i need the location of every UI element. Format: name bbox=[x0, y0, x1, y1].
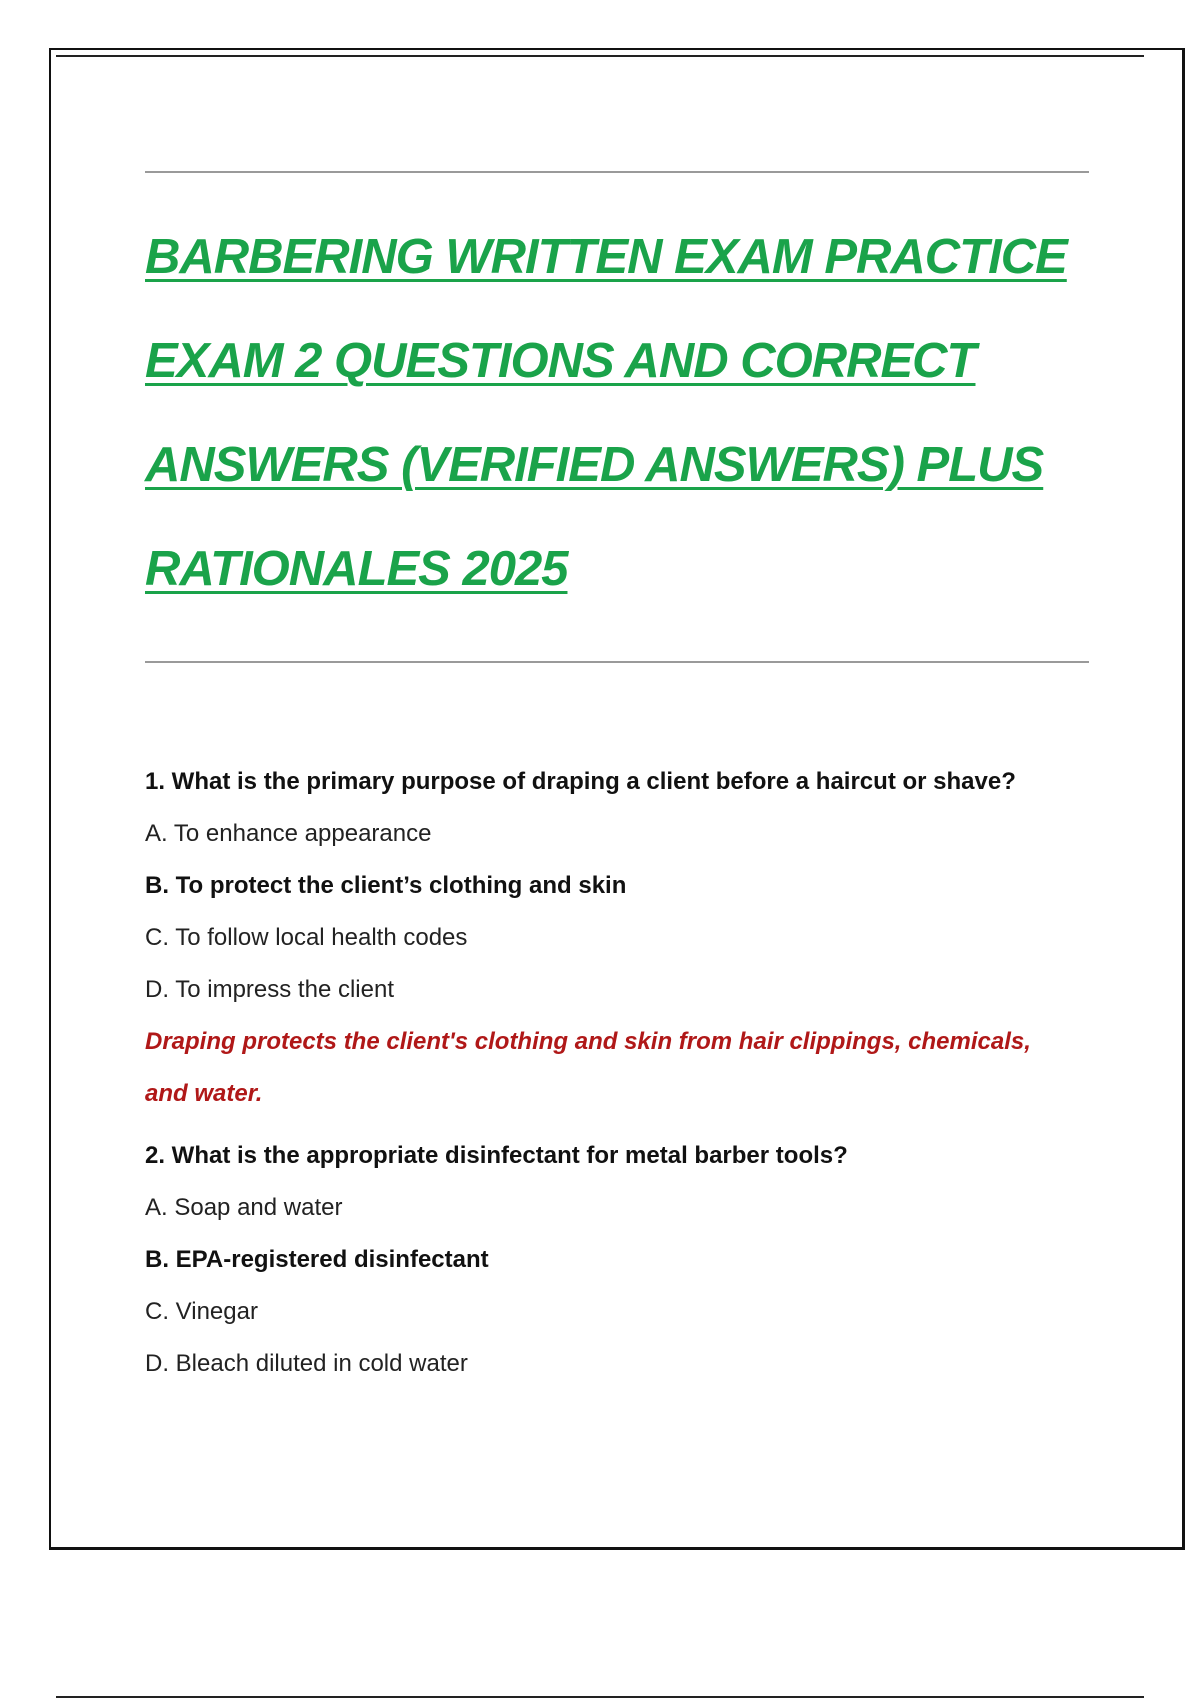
question-text: 1. What is the primary purpose of draping a client before a haircut or shave? bbox=[145, 768, 1016, 795]
answer-option: C. To follow local health codes bbox=[145, 924, 468, 951]
question-text: 2. What is the appropriate disinfectant for metal barber tools? bbox=[145, 1142, 848, 1169]
title-line-text: ANSWERS (VERIFIED ANSWERS) PLUS bbox=[145, 438, 1044, 492]
document-title bbox=[145, 205, 1105, 621]
answer-option: A. To enhance appearance bbox=[145, 820, 432, 847]
title-line bbox=[145, 413, 1105, 517]
answer-option: D. Bleach diluted in cold water bbox=[145, 1350, 468, 1377]
answer-option: D. To impress the client bbox=[145, 976, 394, 1003]
title-line bbox=[145, 309, 1105, 413]
title-line-text: EXAM 2 QUESTIONS AND CORRECT bbox=[145, 334, 976, 388]
question-block-1 bbox=[145, 756, 1095, 1120]
title-line bbox=[145, 205, 1105, 309]
rationale-text: and water. bbox=[145, 1080, 263, 1107]
answer-option: C. Vinegar bbox=[145, 1298, 258, 1325]
title-line bbox=[145, 517, 1105, 621]
title-line-text: BARBERING WRITTEN EXAM PRACTICE bbox=[145, 230, 1067, 284]
title-bottom-divider bbox=[145, 661, 1089, 663]
answer-option: A. Soap and water bbox=[145, 1194, 343, 1221]
title-line-text: RATIONALES 2025 bbox=[145, 542, 568, 596]
question-spacer bbox=[145, 1120, 1095, 1130]
question-block-2 bbox=[145, 1130, 1095, 1390]
frame-top-rule bbox=[56, 55, 1144, 57]
title-top-divider bbox=[145, 171, 1089, 173]
questions-section bbox=[145, 756, 1095, 1390]
footer-rule bbox=[56, 1696, 1144, 1698]
correct-answer-option: B. EPA-registered disinfectant bbox=[145, 1246, 489, 1273]
correct-answer-option: B. To protect the client’s clothing and skin bbox=[145, 872, 627, 899]
rationale-text: Draping protects the client's clothing and skin from hair clippings, chemicals, bbox=[145, 1028, 1031, 1055]
